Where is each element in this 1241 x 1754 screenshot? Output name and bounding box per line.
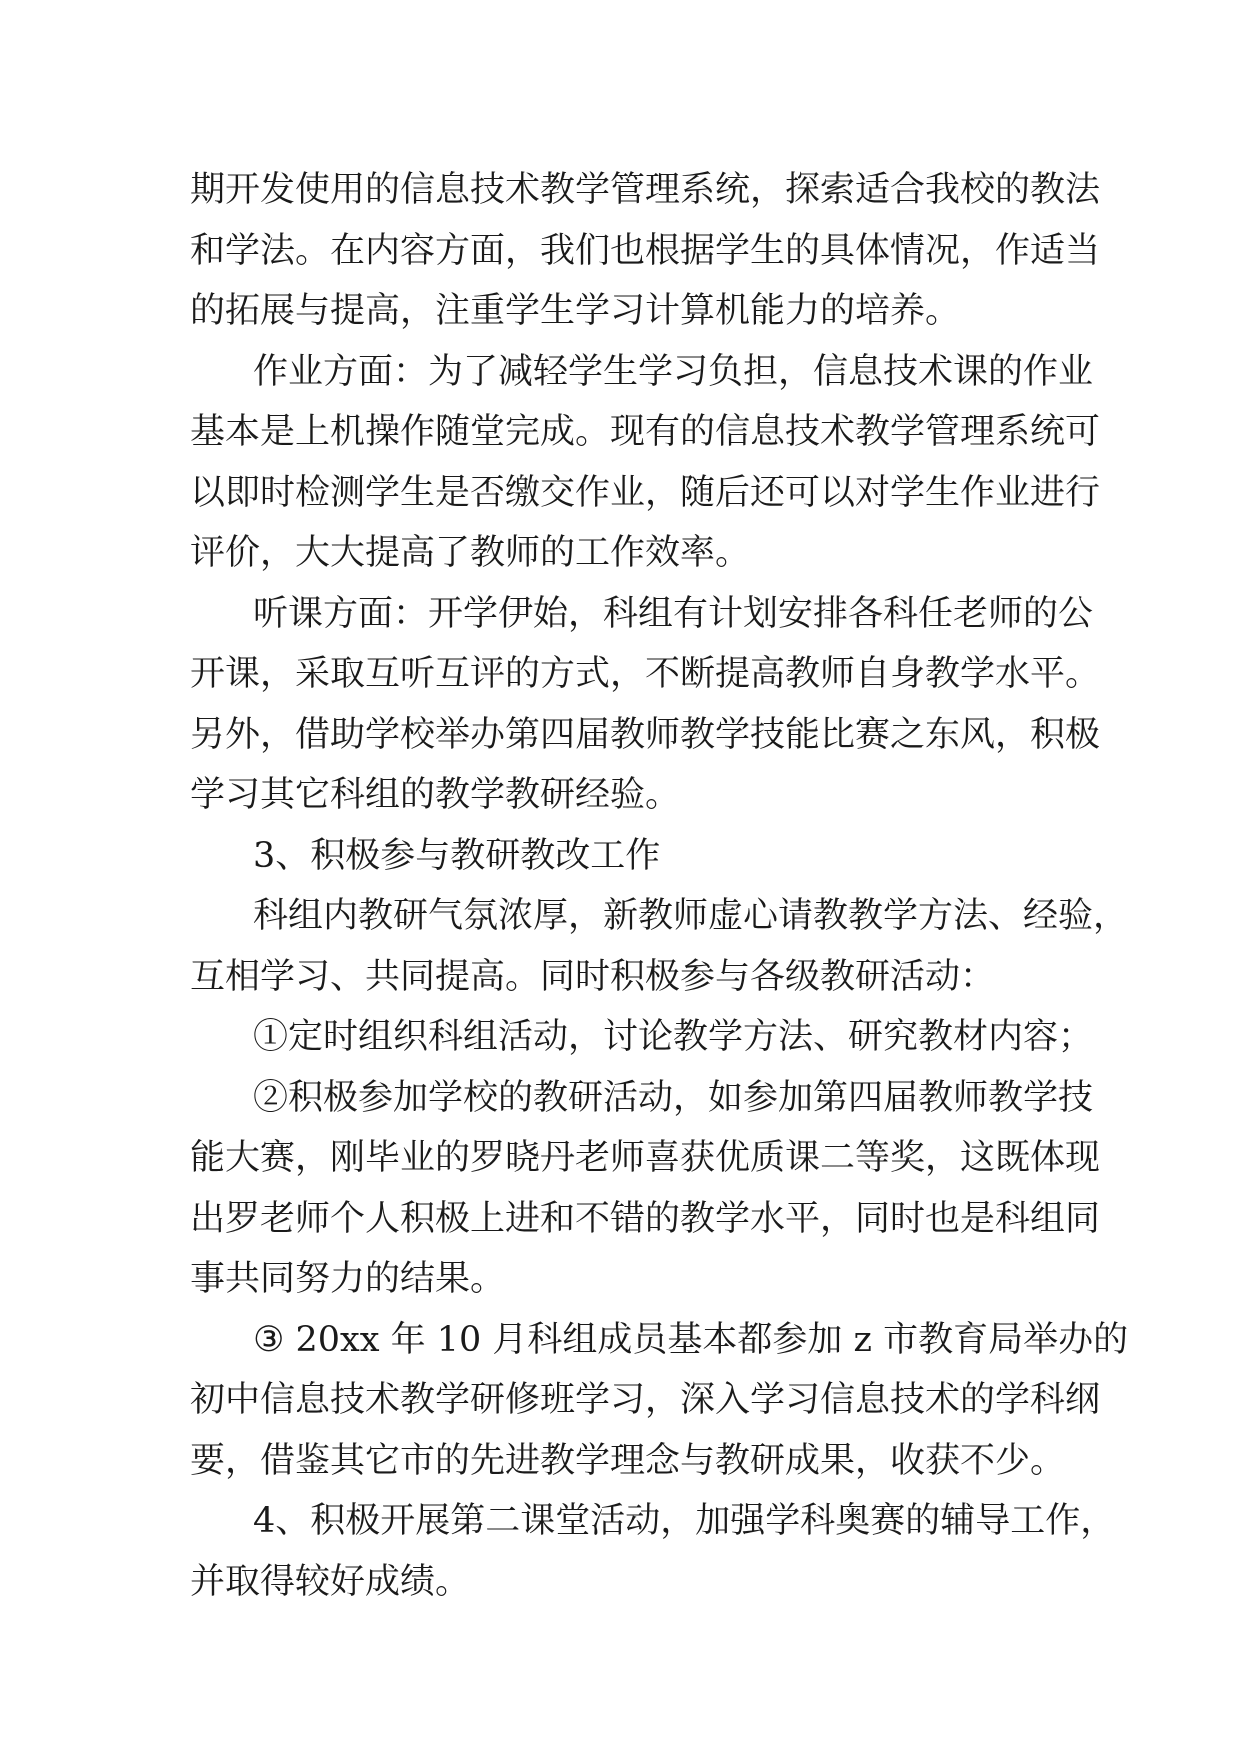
text-line: 初中信息技术教学研修班学习，深入学习信息技术的学科纲: [190, 1380, 1101, 1420]
text-line: 互相学习、共同提高。同时积极参与各级教研活动：: [190, 956, 996, 997]
list-item: ①定时组织科组活动，讨论教学方法、研究教材内容；: [253, 1017, 1094, 1057]
text-line: 听课方面：开学伊始，科组有计划安排各科任老师的公: [253, 593, 1094, 634]
text-line: 开课，采取互听互评的方式，不断提高教师自身教学水平。: [190, 654, 1101, 694]
text-line: 出罗老师个人积极上进和不错的教学水平，同时也是科组同: [190, 1198, 1101, 1239]
list-item: ②积极参加学校的教研活动，如参加第四届教师教学技: [253, 1077, 1094, 1118]
list-item: ③ 20xx 年 10 月科组成员基本都参加 z 市教育局举办的: [253, 1319, 1129, 1360]
document-body: [190, 160, 1129, 1612]
text-line: 要，借鉴其它市的先进教学理念与教研成果，收获不少。: [190, 1440, 1066, 1481]
text-line: 期开发使用的信息技术教学管理系统，探索适合我校的教法: [190, 170, 1101, 210]
text-line: 评价，大大提高了教师的工作效率。: [190, 533, 751, 573]
text-line: 以即时检测学生是否缴交作业，随后还可以对学生作业进行: [190, 472, 1101, 513]
text-line: 科组内教研气氛浓厚，新教师虚心请教教学方法、经验，: [253, 896, 1129, 936]
text-line: 作业方面：为了减轻学生学习负担，信息技术课的作业: [253, 351, 1094, 392]
text-line: 事共同努力的结果。: [190, 1259, 506, 1299]
text-line: 的拓展与提高，注重学生学习计算机能力的培养。: [190, 291, 961, 331]
section-heading: 4、积极开展第二课堂活动，加强学科奥赛的辅导工作，: [253, 1501, 1116, 1541]
text-line: 学习其它科组的教学教研经验。: [190, 775, 681, 815]
text-line: 并取得较好成绩。: [190, 1561, 471, 1602]
text-line: 基本是上机操作随堂完成。现有的信息技术教学管理系统可: [190, 412, 1101, 452]
text-line: 另外，借助学校举办第四届教师教学技能比赛之东风，积极: [190, 714, 1101, 755]
text-line: 能大赛，刚毕业的罗晓丹老师喜获优质课二等奖，这既体现: [190, 1138, 1101, 1178]
section-heading: 3、积极参与教研教改工作: [253, 835, 661, 876]
text-line: 和学法。在内容方面，我们也根据学生的具体情况，作适当: [190, 230, 1101, 271]
